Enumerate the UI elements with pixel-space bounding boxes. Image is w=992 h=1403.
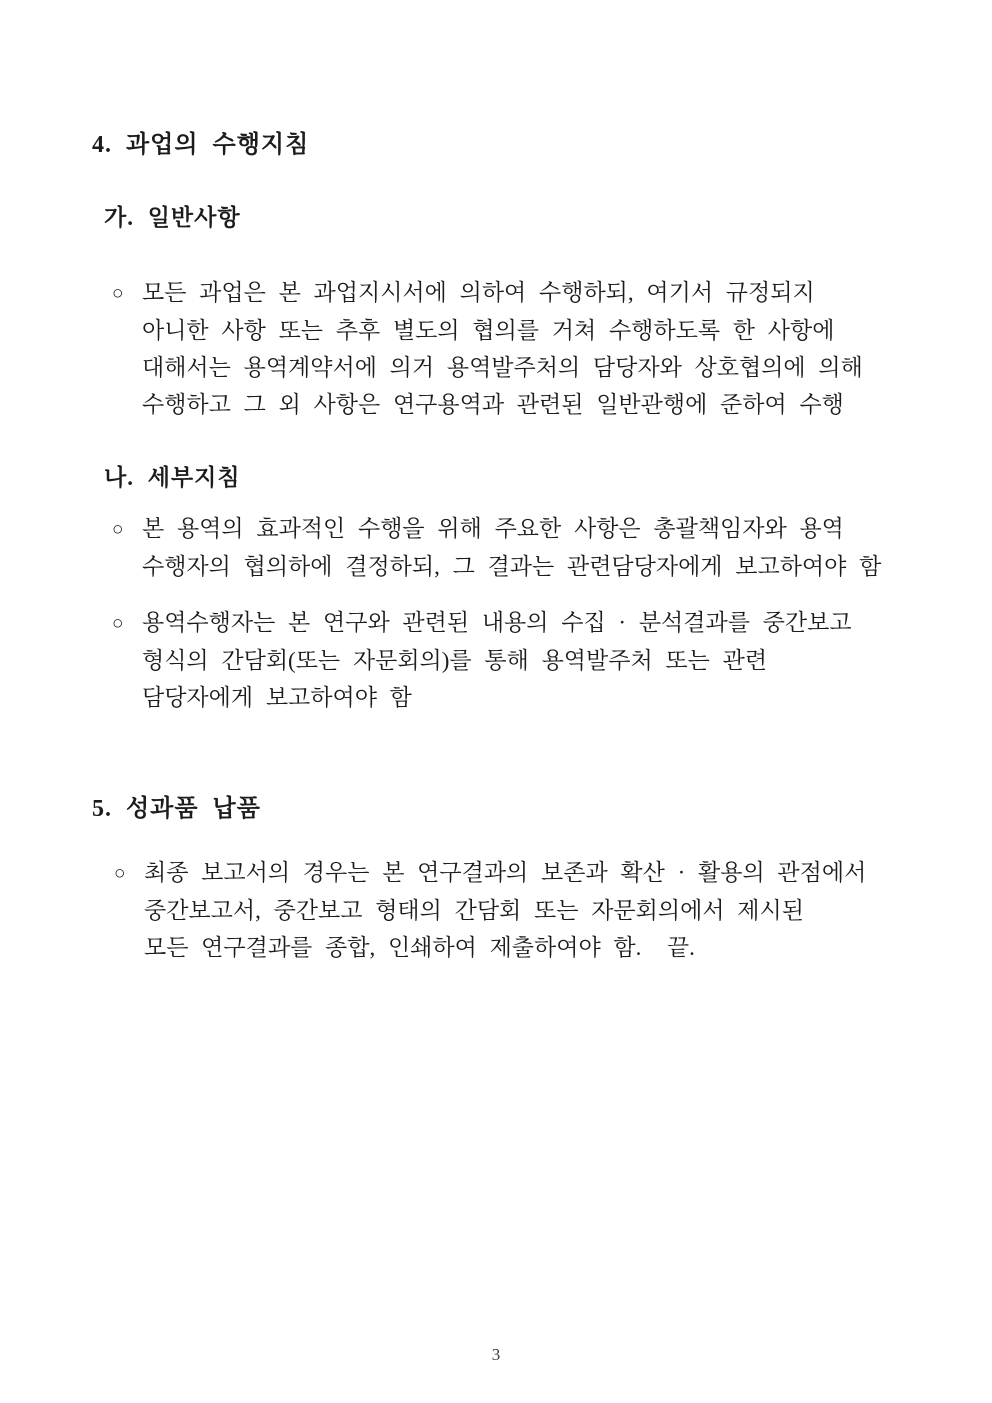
detail-guideline-paragraph-1 [112,510,922,585]
paragraph-line: 아니한 사항 또는 추후 별도의 협의를 거쳐 수행하도록 한 사항에 [142,318,835,343]
paragraph-line: 모든 연구결과를 종합, 인쇄하여 제출하여야 함. 끝. [144,935,695,960]
paragraph-line [114,854,924,892]
paragraph-line-text: 본 용역의 효과적인 수행을 위해 주요한 사항은 총괄책임자와 용역 [142,516,844,541]
paragraph-line-text: 최종 보고서의 경우는 본 연구결과의 보존과 확산 · 활용의 관점에서 [144,860,867,885]
circle-bullet-marker: ○ [112,519,124,540]
paragraph-line [112,510,922,548]
paragraph-line-text: 모든 과업은 본 과업지시서에 의하여 수행하되, 여기서 규정되지 [142,280,815,305]
circle-bullet-marker: ○ [112,613,124,634]
section-5-heading: 5. 성과품 납품 [92,796,261,822]
subsection-na-heading: 나. 세부지침 [104,465,241,490]
paragraph-line: 담당자에게 보고하여야 함 [142,685,412,710]
paragraph-line: 수행하고 그 외 사항은 연구용역과 관련된 일반관행에 준하여 수행 [142,392,844,417]
paragraph-line: 대해서는 용역계약서에 의거 용역발주처의 담당자와 상호협의에 의해 [142,355,863,380]
paragraph-line-text: 용역수행자는 본 연구와 관련된 내용의 수집 · 분석결과를 중간보고 [142,610,852,635]
paragraph-line: 중간보고서, 중간보고 형태의 간담회 또는 자문회의에서 제시된 [144,898,804,923]
paragraph-line [112,604,922,642]
general-guideline-paragraph [112,274,922,423]
page-number: 3 [491,1345,501,1364]
deliverable-paragraph [114,854,924,966]
detail-guideline-paragraph-2 [112,604,922,716]
circle-bullet-marker: ○ [112,283,124,304]
paragraph-line [112,274,922,312]
circle-bullet-marker: ○ [114,863,126,884]
section-4-heading: 4. 과업의 수행지침 [92,132,310,158]
subsection-ga-heading: 가. 일반사항 [104,205,241,230]
paragraph-line: 수행자의 협의하에 결정하되, 그 결과는 관련담당자에게 보고하여야 함 [142,554,882,579]
paragraph-line: 형식의 간담회(또는 자문회의)를 통해 용역발주처 또는 관련 [142,648,768,673]
